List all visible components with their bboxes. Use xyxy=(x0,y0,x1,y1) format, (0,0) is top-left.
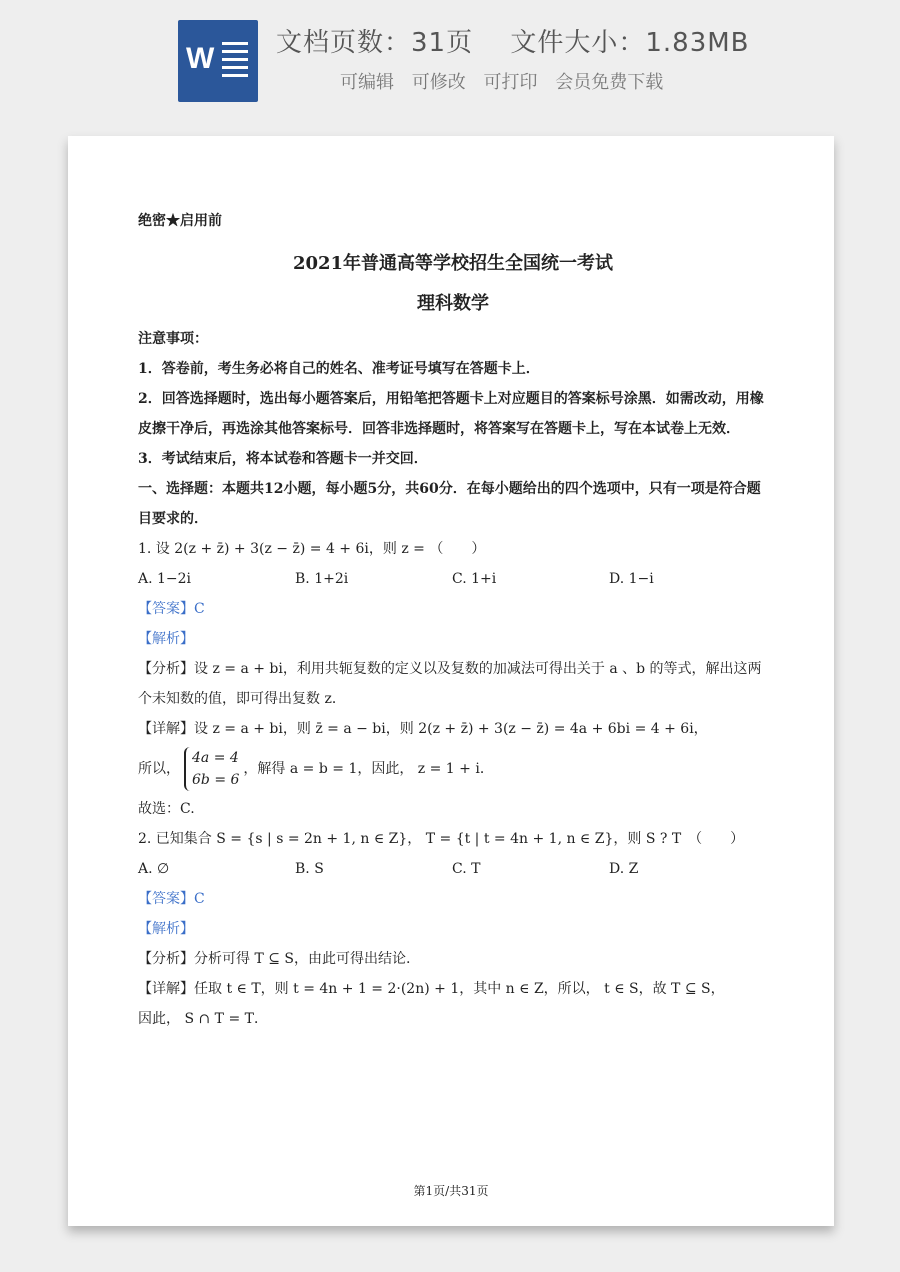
q2-option-d: D. Z xyxy=(609,861,639,877)
exam-subtitle: 理科数学 xyxy=(417,293,489,314)
page-content xyxy=(138,206,768,1034)
q1-choice: 故选：C. xyxy=(138,801,195,817)
q2-answer: 【答案】C xyxy=(138,891,205,907)
section-1-heading: 一、选择题：本题共12小题，每小题5分，共60分．在每小题给出的四个选项中，只有一项是符合题目要求的． xyxy=(138,481,761,527)
feature-list xyxy=(340,68,675,94)
feature-modifiable: 可修改 xyxy=(411,72,466,93)
q1-option-b: B. 1+2i xyxy=(295,571,349,587)
page-footer: 第1页/共31页 xyxy=(413,1184,489,1198)
q2-option-c: C. T xyxy=(452,861,481,877)
notice-1: 1．答卷前，考生务必将自己的姓名、准考证号填写在答题卡上． xyxy=(138,361,540,377)
q1-system-line xyxy=(138,744,768,794)
q1-eq1: 4a = 4 xyxy=(192,750,239,766)
word-icon-letter: W xyxy=(186,42,215,75)
word-document-icon xyxy=(178,20,258,102)
q2-analysis: 【分析】分析可得 T ⊆ S，由此可得出结论. xyxy=(138,951,411,967)
page-count: 文档页数：31页 xyxy=(276,28,474,58)
q2-option-b: B. S xyxy=(295,861,324,877)
exam-title: 2021年普通高等学校招生全国统一考试 xyxy=(292,253,614,274)
secret-mark: 绝密★启用前 xyxy=(138,213,222,229)
q1-equation-system xyxy=(184,747,239,791)
q1-option-a: A. 1−2i xyxy=(138,571,192,587)
q1-option-c: C. 1+i xyxy=(452,571,497,587)
feature-printable: 可打印 xyxy=(483,72,538,93)
feature-member-download: 会员免费下载 xyxy=(555,72,664,93)
q1-eq2: 6b = 6 xyxy=(192,772,240,788)
q1-analysis: 【分析】设 z = a + bi，利用共轭复数的定义以及复数的加减法可得出关于 a 、b 的等式，解出这两个未知数的值，即可得出复数 z． xyxy=(138,661,762,707)
document-page xyxy=(68,136,834,1226)
notice-heading: 注意事项： xyxy=(138,331,208,347)
q1-detail: 【详解】设 z = a + bi，则 z̄ = a − bi，则 2(z + z̄) + 3(z − z̄) = 4a + 6bi = 4 + 6i， xyxy=(138,721,708,737)
q1-therefore-post: ，解得 a = b = 1，因此， z = 1 + i． xyxy=(243,761,494,777)
question-2-stem: 2. 已知集合 S = {s | s = 2n + 1, n ∈ Z}， T = {t | t = 4n + 1, n ∈ Z}，则 S ? T （ ） xyxy=(138,831,745,847)
q1-answer: 【答案】C xyxy=(138,601,205,617)
question-1-options xyxy=(138,564,768,594)
q1-option-d: D. 1−i xyxy=(609,571,654,587)
q2-option-a: A. ∅ xyxy=(138,861,170,877)
file-info xyxy=(276,22,778,59)
feature-editable: 可编辑 xyxy=(340,72,394,93)
q2-detail: 【详解】任取 t ∈ T，则 t = 4n + 1 = 2·(2n) + 1，其中 n ∈ Z，所以， t ∈ S，故 T ⊆ S， xyxy=(138,981,725,997)
download-header xyxy=(0,0,900,130)
notice-2: 2．回答选择题时，选出每小题答案后，用铅笔把答题卡上对应题目的答案标号涂黑．如需改动，用橡皮擦干净后，再选涂其他答案标号．回答非选择题时，将答案写在答题卡上，写在本试卷上无效． xyxy=(138,391,764,437)
question-2-options xyxy=(138,854,768,884)
q2-conclusion: 因此， S ∩ T = T． xyxy=(138,1011,268,1027)
q2-analysis-heading: 【解析】 xyxy=(138,921,194,937)
question-1-stem: 1. 设 2(z + z̄) + 3(z − z̄) = 4 + 6i，则 z = （ ） xyxy=(138,541,486,557)
q1-therefore-pre: 所以， xyxy=(138,761,180,777)
file-size: 文件大小：1.83MB xyxy=(510,28,750,58)
q1-analysis-heading: 【解析】 xyxy=(138,631,194,647)
notice-3: 3．考试结束后，将本试卷和答题卡一并交回． xyxy=(138,451,428,467)
